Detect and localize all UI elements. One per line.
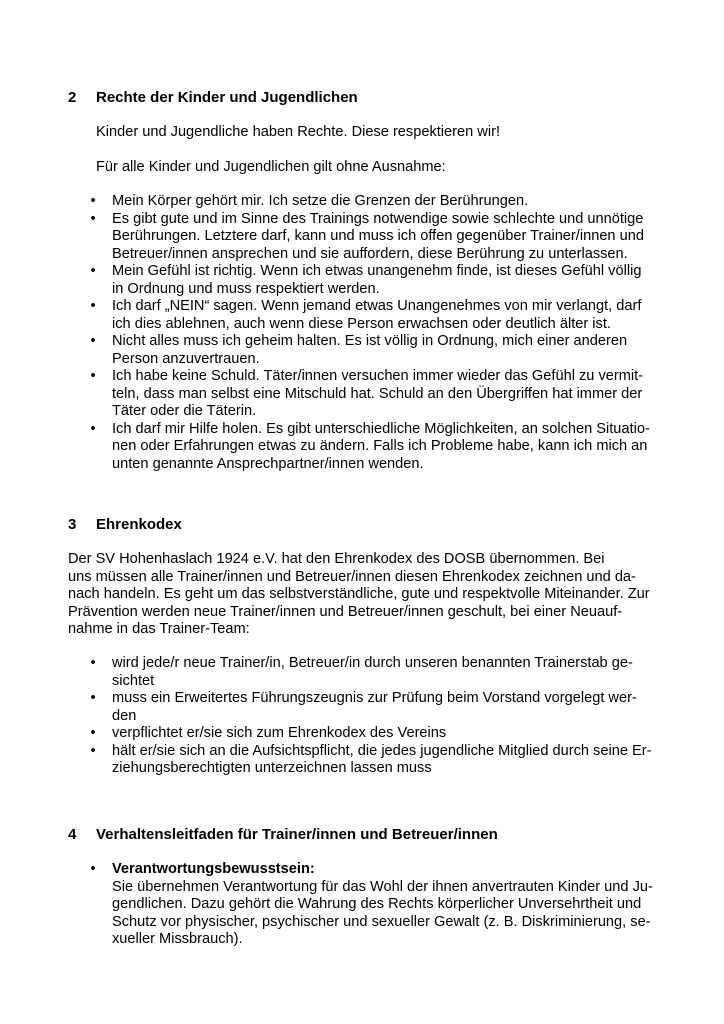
text-line: nach handeln. Es geht um das selbstverständliche, gute und respektvolle Miteinander. Zur [68,586,650,602]
bullet-icon: • [90,210,96,227]
paragraph-line: Für alle Kinder und Jugendlichen gilt ohne Ausnahme: [96,159,446,175]
section-title: Rechte der Kinder und Jugendlichen [96,89,358,106]
bullet-icon: • [90,690,96,706]
list-item [86,211,650,264]
bullet-icon: • [90,725,96,741]
text-line: xueller Missbrauch). [112,931,243,947]
text-line: Der SV Hohenhaslach 1924 e.V. hat den Ehrenkodex des DOSB übernommen. Bei [68,551,605,567]
list-item [86,725,651,743]
text-line: Berührungen. Letztere darf, kann und muss ich offen gegenüber Trainer/innen und [112,228,644,244]
list-item [86,333,650,368]
list-item [86,193,650,211]
text-line: hält er/sie sich an die Aufsichtspflicht, die jedes jugendliche Mitglied durch seine Er- [112,742,652,759]
text-line: verpflichtet er/sie sich zum Ehrenkodex des Vereins [112,725,447,741]
bullet-icon: • [90,298,96,314]
text-line: wird jede/r neue Trainer/in, Betreuer/in durch unseren benannten Trainerstab ge- [112,655,633,671]
list-item [86,421,650,474]
text-line: ich dies ablehnen, auch wenn diese Person erwachsen oder deutlich älter ist. [112,315,611,332]
section-title: Verhaltensleitfaden für Trainer/innen und Betreuer/innen [96,826,498,843]
text-line: Ich darf mir Hilfe holen. Es gibt unterschiedliche Möglichkeiten, an solchen Situatio- [112,420,650,437]
bullet-icon: • [90,861,96,877]
text-line: Es gibt gute und im Sinne des Trainings notwendige sowie schlechte und unnötige [112,210,644,227]
section-2-heading [68,89,358,107]
bullet-icon: • [90,263,96,279]
text-line: Mein Gefühl ist richtig. Wenn ich etwas unangenehm finde, ist dieses Gefühl völlig [112,263,642,279]
list-item [86,743,651,778]
text-line: Täter oder die Täterin. [112,403,257,419]
text-line: Person anzuvertrauen. [112,350,260,367]
text-line: den [112,707,137,724]
section-2-intro-2 [96,159,446,177]
bullet-icon: • [90,193,96,209]
section-4-heading [68,826,498,844]
bullet-icon: • [90,333,96,349]
rights-list [86,193,650,473]
text-line: unten genannte Ansprechpartner/innen wenden. [112,455,424,472]
bullet-icon: • [90,742,96,759]
text-line: Ich darf „NEIN“ sagen. Wenn jemand etwas Unangenehmes von mir verlangt, darf [112,298,642,314]
list-item [86,690,651,725]
list-item-heading: Verantwortungsbewusstsein: [112,861,315,877]
list-item [86,861,653,949]
section-number: 4 [68,826,77,843]
section-title: Ehrenkodex [96,516,182,533]
text-line: in Ordnung und muss respektiert werden. [112,280,380,297]
text-line: Sie übernehmen Verantwortung für das Wohl der ihnen anvertrauten Kinder und Ju- [112,878,653,895]
ehrenkodex-paragraph [68,551,650,639]
bullet-icon: • [90,655,96,671]
bullet-icon: • [90,368,96,384]
text-line: teln, dass man selbst eine Mitschuld hat. Schuld an den Übergriffen hat immer der [112,385,643,402]
text-line: muss ein Erweitertes Führungszeugnis zur Prüfung beim Vorstand vorgelegt wer- [112,690,637,706]
text-line: Mein Körper gehört mir. Ich setze die Grenzen der Berührungen. [112,193,529,209]
text-line: uns müssen alle Trainer/innen und Betreuer/innen diesen Ehrenkodex zeichnen und da- [68,568,636,585]
text-line: Ich habe keine Schuld. Täter/innen versuchen immer wieder das Gefühl zu vermit- [112,368,644,384]
text-line: Prävention werden neue Trainer/innen und Betreuer/innen geschult, bei einer Neuauf- [68,603,623,620]
section-2-intro-1 [96,124,500,142]
list-item [86,263,650,298]
list-item [86,655,651,690]
bullet-icon: • [90,420,96,437]
paragraph-line: Kinder und Jugendliche haben Rechte. Diese respektieren wir! [96,124,501,140]
text-line: ziehungsberechtigten unterzeichnen lassen muss [112,760,432,776]
text-line: sichtet [112,672,155,689]
text-line: gendlichen. Dazu gehört die Wahrung des Rechts körperlicher Unversehrtheit und [112,896,642,912]
text-line: nahme in das Trainer-Team: [68,621,250,637]
text-line: Nicht alles muss ich geheim halten. Es ist völlig in Ordnung, mich einer anderen [112,333,628,349]
section-number: 2 [68,89,77,106]
list-item [86,298,650,333]
section-number: 3 [68,516,77,533]
list-item [86,368,650,421]
text-line: Betreuer/innen ansprechen und sie auffordern, diese Berührung zu unterlassen. [112,245,628,262]
section-3-heading [68,516,182,534]
text-line: nen oder Erfahrungen etwas zu ändern. Falls ich Probleme habe, kann ich mich an [112,438,648,454]
trainer-requirements-list [86,655,651,778]
conduct-guideline-list [86,861,653,949]
text-line: Schutz vor physischer, psychischer und sexueller Gewalt (z. B. Diskriminierung, se- [112,913,651,930]
